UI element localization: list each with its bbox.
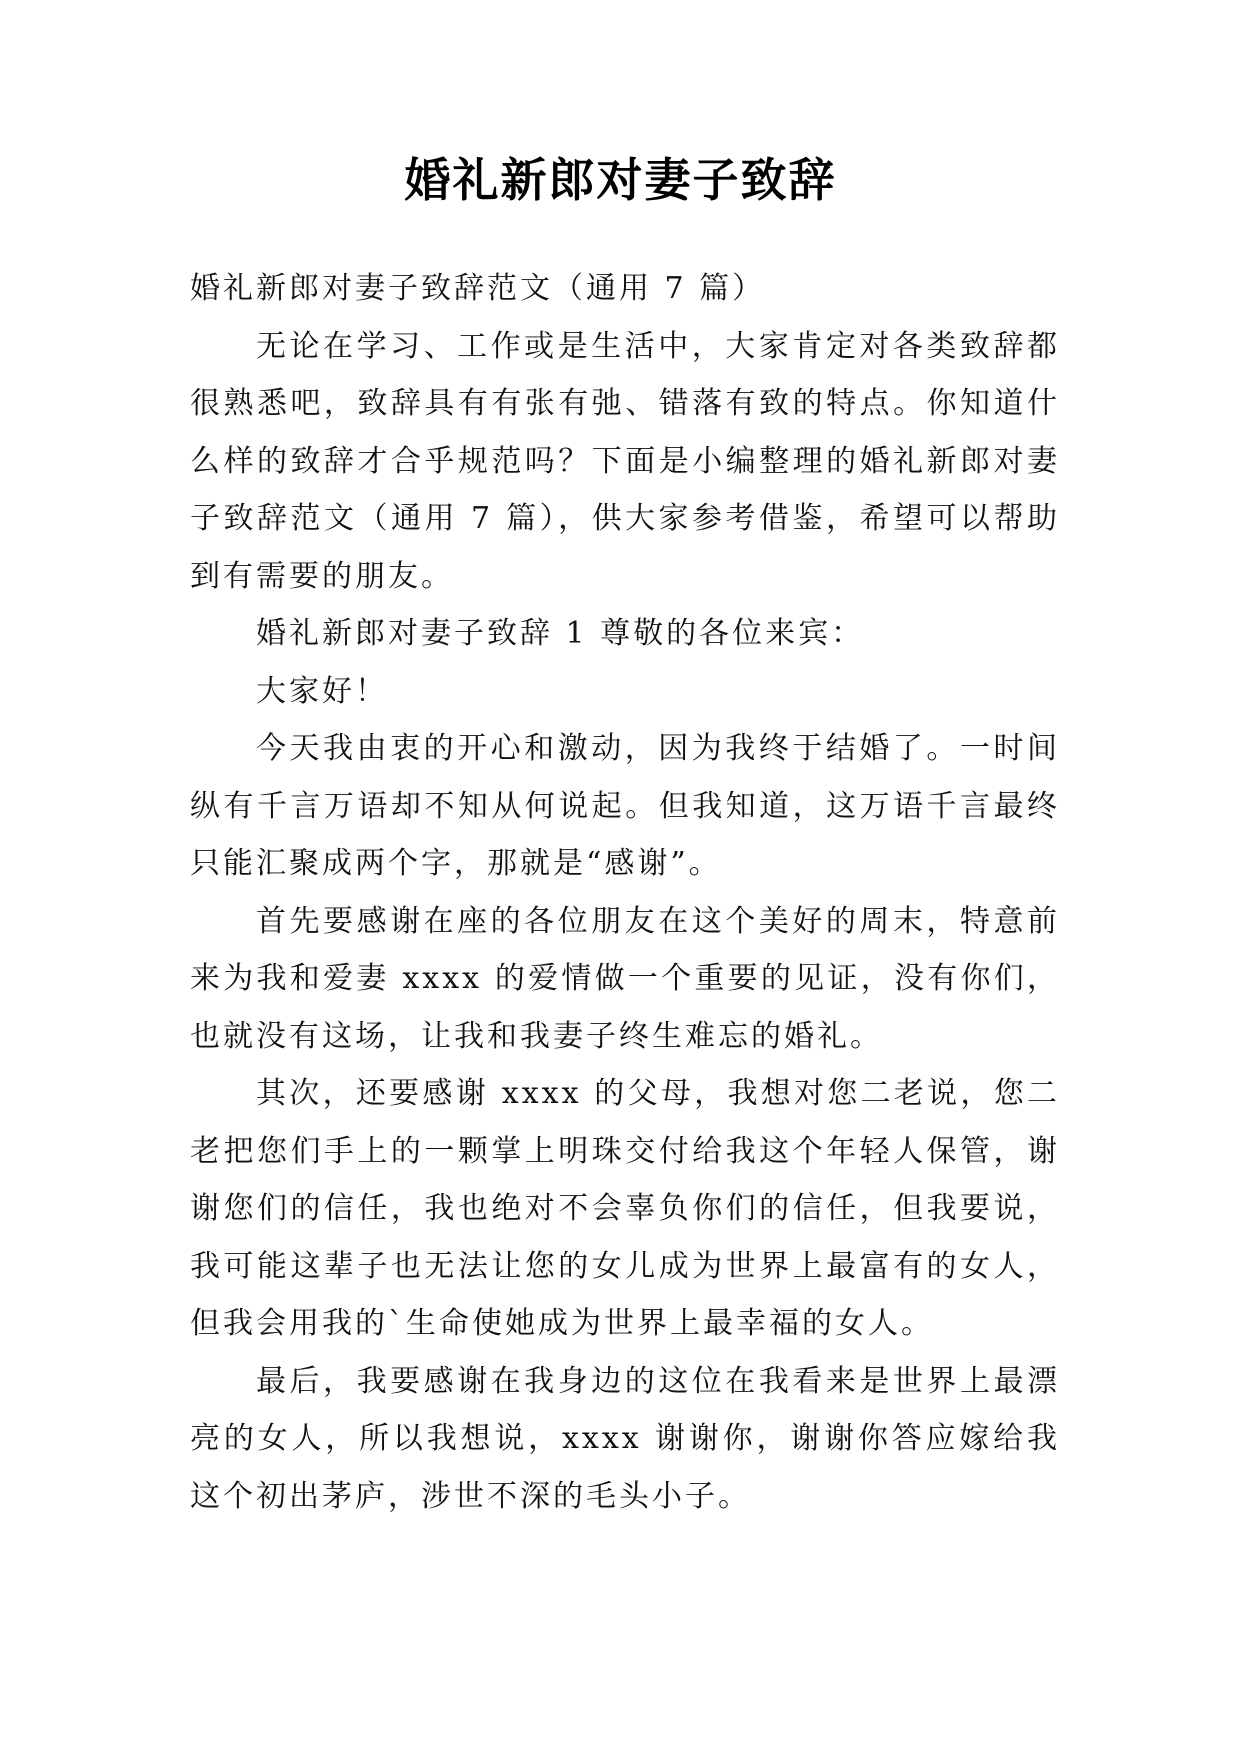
paragraph-greeting: 大家好！ xyxy=(256,673,388,709)
paragraph-thanks-wife: 最后，我要感谢在我身边的这位在我看来是世界上最漂亮的女人，所以我想说，xxxx 谢谢你，谢谢你答应嫁给我这个初出茅庐，涉世不深的毛头小子。 xyxy=(190,1363,1060,1514)
document-body xyxy=(190,260,1060,1525)
paragraph-thanks-friends: 首先要感谢在座的各位朋友在这个美好的周末，特意前来为我和爱妻 xxxx 的爱情做一个重要的见证，没有你们，也就没有这场，让我和我妻子终生难忘的婚礼。 xyxy=(190,903,1060,1054)
paragraph-speech-heading: 婚礼新郎对妻子致辞 1 尊敬的各位来宾： xyxy=(256,616,865,651)
paragraph-thanks-parents: 其次，还要感谢 xxxx 的父母，我想对您二老说，您二老把您们手上的一颗掌上明珠交付给我这个年轻人保管，谢谢您们的信任，我也绝对不会辜负你们的信任，但我要说，我可能这辈子也无法让您的女儿成为世界上最富有的女人，但我会用我的`生命使她成为世界上最幸福的女人。 xyxy=(190,1076,1060,1341)
document-subtitle: 婚礼新郎对妻子致辞范文（通用 7 篇） xyxy=(190,271,766,306)
document-title: 婚礼新郎对妻子致辞 xyxy=(404,153,837,207)
paragraph-today: 今天我由衷的开心和激动，因为我终于结婚了。一时间纵有千言万语却不知从何说起。但我知道，这万语千言最终只能汇聚成两个字，那就是“感谢”。 xyxy=(190,731,1060,881)
paragraph-intro: 无论在学习、工作或是生活中，大家肯定对各类致辞都很熟悉吧，致辞具有有张有弛、错落有致的特点。你知道什么样的致辞才合乎规范吗？下面是小编整理的婚礼新郎对妻子致辞范文（通用 7 篇），供大家参考借鉴，希望可以帮助到有需要的朋友。 xyxy=(190,328,1060,594)
